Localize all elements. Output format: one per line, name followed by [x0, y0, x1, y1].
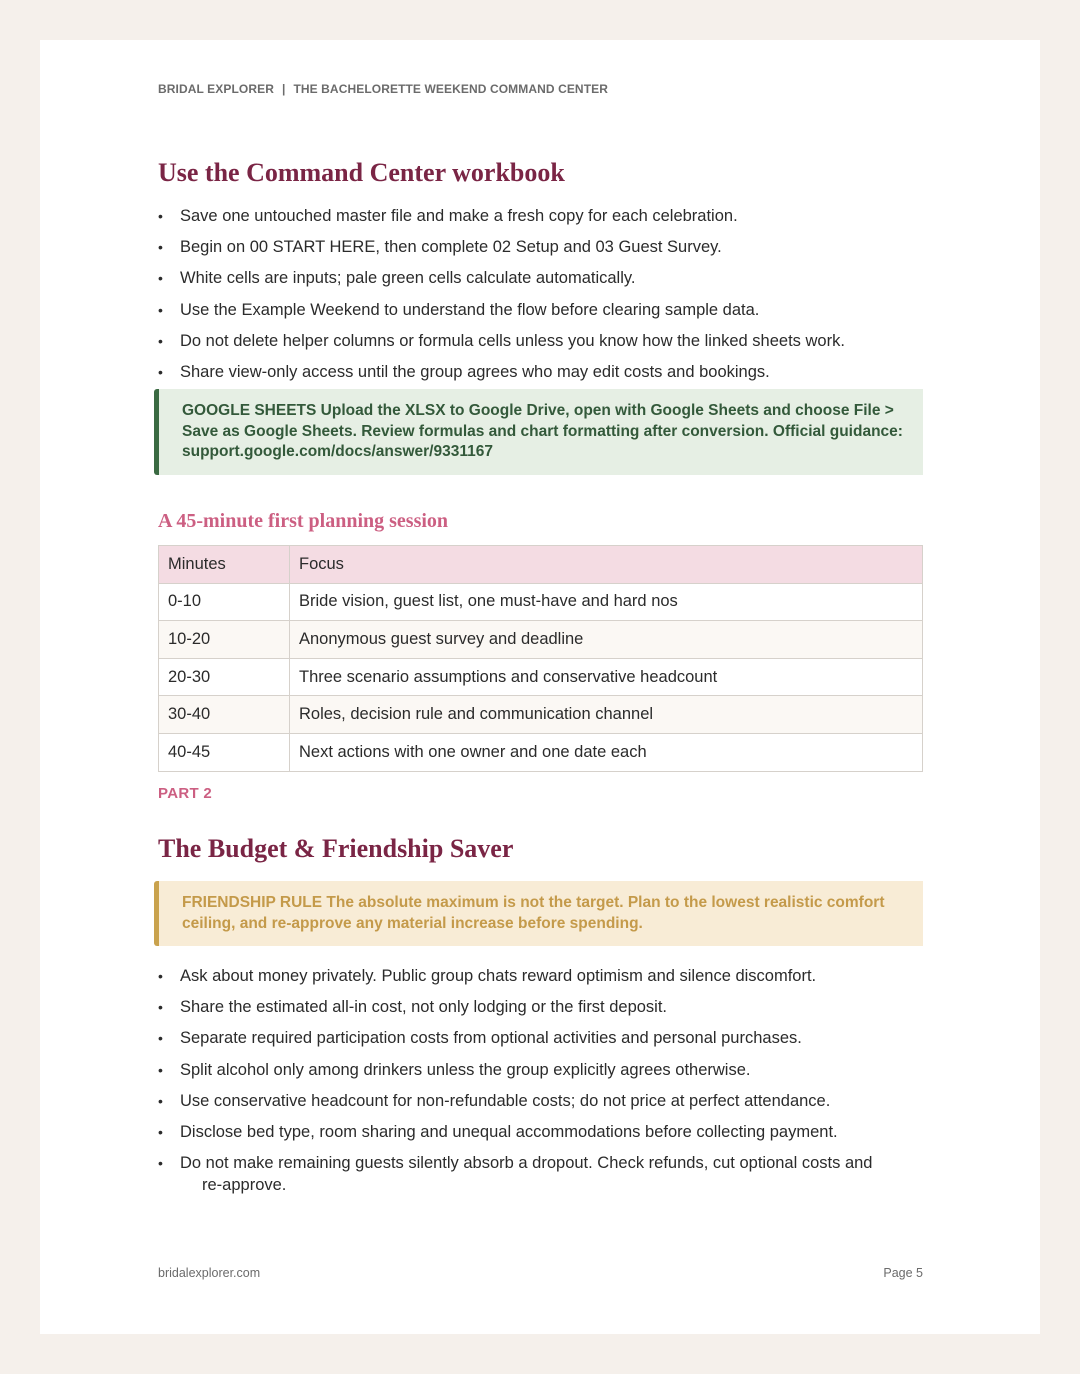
list-item: • Use conservative headcount for non-refundable costs; do not price at perfect attendance.: [158, 1091, 831, 1110]
section-heading-workbook: Use the Command Center workbook: [158, 158, 565, 187]
planning-session-table: [158, 545, 923, 772]
header-separator: |: [281, 82, 286, 96]
part-label: PART 2: [158, 785, 213, 802]
bullet-icon: •: [158, 1155, 163, 1172]
cell-minutes: 40-45: [159, 733, 290, 771]
bullet-icon: •: [158, 239, 163, 256]
cell-focus: Roles, decision rule and communication channel: [290, 696, 923, 734]
cell-focus: Next actions with one owner and one date each: [290, 733, 923, 771]
workbook-bullet-list: [158, 205, 923, 392]
section-heading-budget: The Budget & Friendship Saver: [158, 834, 514, 863]
cell-minutes: 0-10: [159, 583, 290, 621]
cell-focus: Three scenario assumptions and conservative headcount: [290, 658, 923, 696]
list-item: • Ask about money privately. Public group chats reward optimism and silence discomfort.: [158, 967, 817, 985]
bullet-icon: •: [158, 301, 163, 318]
table-row: [159, 733, 923, 771]
footer-site: bridalexplorer.com: [158, 1266, 261, 1280]
list-item: • Do not delete helper columns or formula cells unless you know how the linked sheets work.: [158, 331, 845, 350]
table-row: [159, 658, 923, 696]
list-item: • Share view-only access until the group agrees who may edit costs and bookings.: [158, 362, 770, 381]
table-row: [159, 583, 923, 621]
column-header-minutes: Minutes: [159, 546, 290, 584]
list-item: • Save one untouched master file and make a fresh copy for each celebration.: [158, 207, 738, 225]
bullet-icon: •: [158, 1092, 163, 1109]
list-item: • Disclose bed type, room sharing and unequal accommodations before collecting payment.: [158, 1122, 838, 1141]
list-item: • Split alcohol only among drinkers unless the group explicitly agrees otherwise.: [158, 1060, 751, 1079]
list-item: • Share the estimated all-in cost, not only lodging or the first deposit.: [158, 998, 668, 1017]
session-heading: A 45-minute first planning session: [158, 510, 449, 532]
bullet-icon: •: [158, 1123, 163, 1140]
footer-page-number: Page 5: [883, 1266, 923, 1280]
cell-focus: Bride vision, guest list, one must-have and hard nos: [290, 583, 923, 621]
cell-minutes: 10-20: [159, 621, 290, 659]
bullet-icon: •: [158, 999, 163, 1016]
list-item: • Use the Example Weekend to understand the flow before clearing sample data.: [158, 300, 760, 319]
bullet-icon: •: [158, 363, 163, 380]
bullet-icon: •: [158, 208, 163, 224]
bullet-icon: •: [158, 968, 163, 984]
list-item: • White cells are inputs; pale green cells calculate automatically.: [158, 269, 636, 288]
cell-minutes: 20-30: [159, 658, 290, 696]
list-item: • Do not make remaining guests silently absorb a dropout. Check refunds, cut optional costs and re-approve.: [158, 1154, 873, 1195]
budget-bullet-list: [158, 965, 923, 1205]
table-row: [159, 696, 923, 734]
google-sheets-callout: GOOGLE SHEETS Upload the XLSX to Google Drive, open with Google Sheets and choose File > Save as Google Sheets. Review formulas and chart formatting after conversion. Official guidance: support.google.com/docs/answer/9331167: [154, 389, 923, 475]
header-title: THE BACHELORETTE WEEKEND COMMAND CENTER: [293, 82, 609, 96]
column-header-focus: Focus: [290, 546, 923, 584]
document-page: [40, 40, 1040, 1334]
bullet-icon: •: [158, 270, 163, 287]
cell-minutes: 30-40: [159, 696, 290, 734]
list-item: • Begin on 00 START HERE, then complete 02 Setup and 03 Guest Survey.: [158, 238, 722, 257]
header-brand: BRIDAL EXPLORER: [158, 82, 274, 96]
table-row: [159, 621, 923, 659]
table-header-row: [159, 546, 923, 584]
friendship-rule-callout: FRIENDSHIP RULE The absolute maximum is not the target. Plan to the lowest realistic comfort ceiling, and re-approve any material increase before spending.: [154, 881, 923, 946]
bullet-icon: •: [158, 1061, 163, 1078]
bullet-icon: •: [158, 1030, 163, 1047]
running-header: [158, 82, 608, 96]
list-item: • Separate required participation costs from optional activities and personal purchases.: [158, 1029, 802, 1048]
bullet-icon: •: [158, 332, 163, 349]
cell-focus: Anonymous guest survey and deadline: [290, 621, 923, 659]
